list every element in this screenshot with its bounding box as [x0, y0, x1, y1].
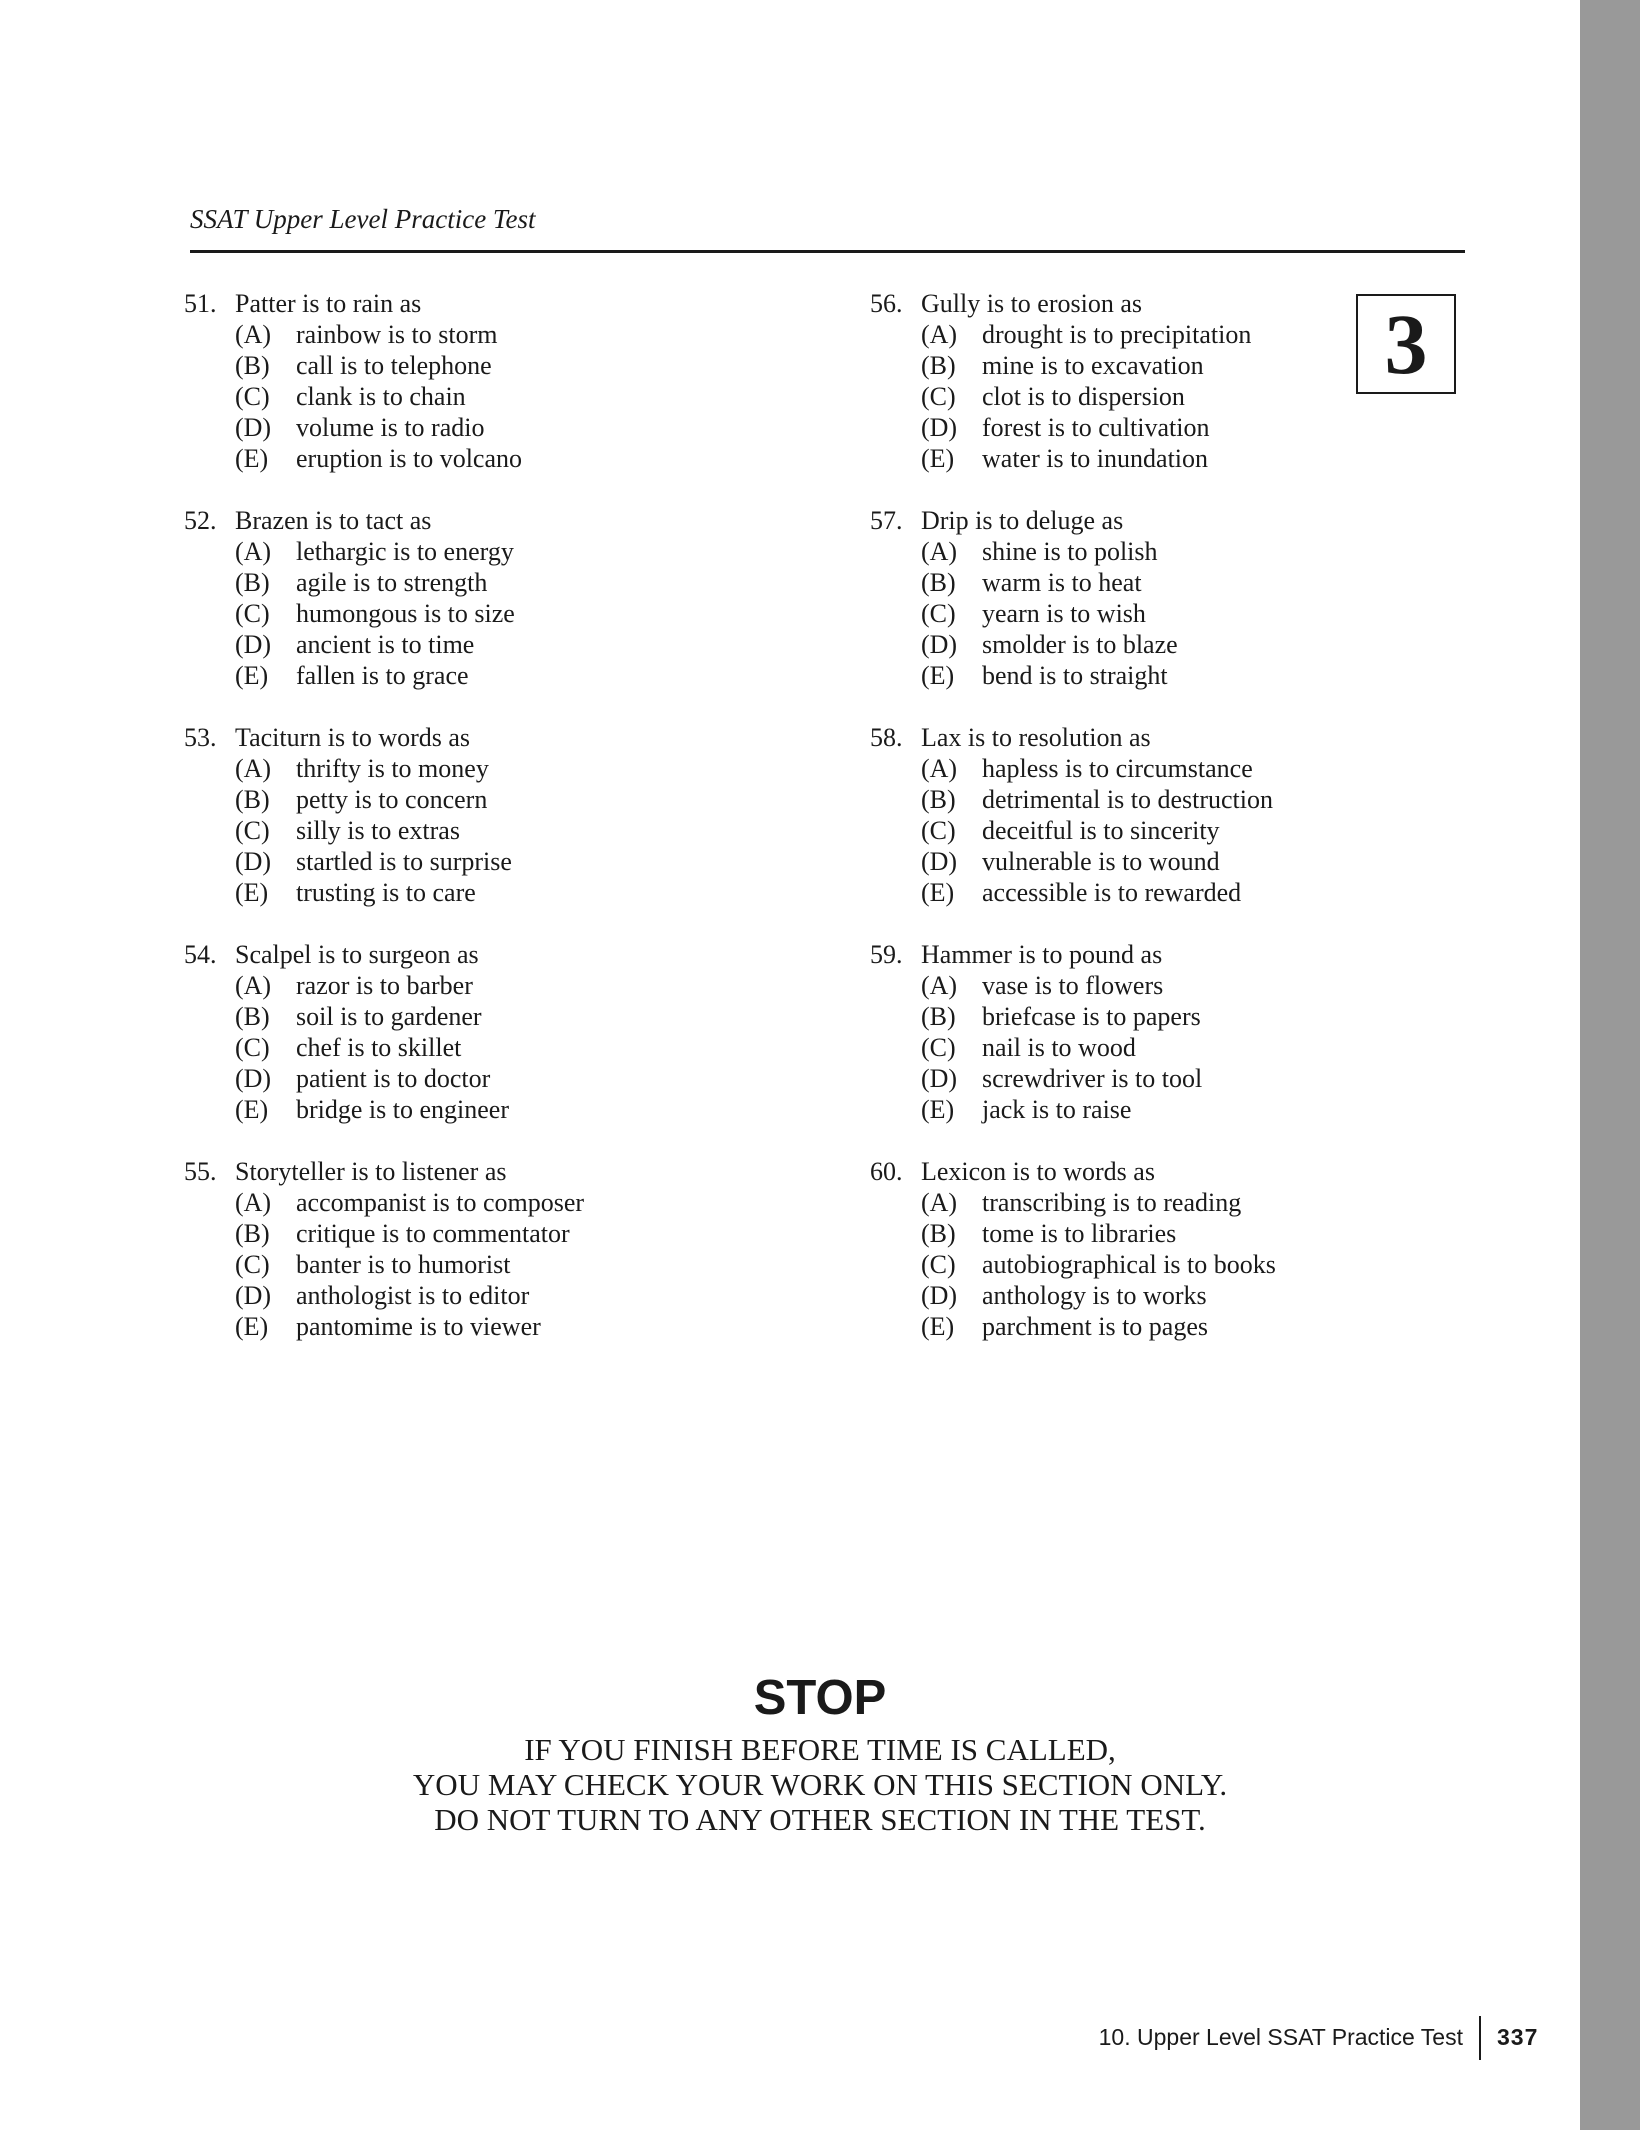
answer-choice: [870, 970, 1510, 1001]
answer-choice: [184, 970, 824, 1001]
choice-letter: (B): [921, 785, 956, 814]
choice-letter: (E): [921, 661, 955, 690]
answer-choice: [184, 815, 824, 846]
answer-choice: [184, 660, 824, 691]
answer-choice: [870, 660, 1510, 691]
choice-text: autobiographical is to books: [982, 1250, 1276, 1279]
answer-choice: [870, 1280, 1510, 1311]
answer-choice: [870, 784, 1510, 815]
choice-text: pantomime is to viewer: [296, 1312, 541, 1341]
header-rule: [190, 250, 1465, 253]
answer-choice: [184, 846, 824, 877]
question-text: Gully is to erosion as: [921, 289, 1142, 318]
choice-letter: (B): [235, 568, 270, 597]
choice-letter: (A): [235, 754, 272, 783]
choice-text: call is to telephone: [296, 351, 492, 380]
question-text: Taciturn is to words as: [235, 723, 471, 752]
question-text: Lax is to resolution as: [921, 723, 1151, 752]
question-text: Hammer is to pound as: [921, 940, 1163, 969]
choice-letter: (E): [921, 444, 955, 473]
section-number: 3: [1384, 296, 1428, 392]
question-stem: [184, 722, 824, 753]
choice-text: humongous is to size: [296, 599, 515, 628]
answer-choice: [184, 567, 824, 598]
choice-letter: (A): [235, 320, 272, 349]
answer-choice: [184, 1249, 824, 1280]
answer-choice: [870, 1032, 1510, 1063]
answer-choice: [184, 877, 824, 908]
choice-letter: (A): [235, 537, 272, 566]
choice-text: anthologist is to editor: [296, 1281, 530, 1310]
question-number: 53.: [184, 723, 217, 752]
answer-choice: [184, 1032, 824, 1063]
stop-heading: STOP: [753, 1671, 887, 1725]
choice-letter: (E): [921, 878, 955, 907]
choice-letter: (D): [921, 847, 958, 876]
question-item: [184, 939, 824, 1156]
question-number: 51.: [184, 289, 217, 318]
choice-letter: (D): [235, 1064, 272, 1093]
choice-text: silly is to extras: [296, 816, 460, 845]
choice-letter: (B): [921, 351, 956, 380]
choice-text: fallen is to grace: [296, 661, 469, 690]
question-number: 56.: [870, 289, 903, 318]
choice-letter: (C): [235, 1250, 270, 1279]
choice-text: banter is to humorist: [296, 1250, 511, 1279]
choice-letter: (A): [921, 320, 958, 349]
choice-letter: (C): [235, 1033, 270, 1062]
choice-text: shine is to polish: [982, 537, 1158, 566]
choice-letter: (C): [921, 599, 956, 628]
question-text: Lexicon is to words as: [921, 1157, 1155, 1186]
answer-choice: [870, 1311, 1510, 1342]
choice-text: tome is to libraries: [982, 1219, 1177, 1248]
stop-instructions: [0, 1732, 1640, 1837]
stop-instruction-line: DO NOT TURN TO ANY OTHER SECTION IN THE TEST.: [434, 1802, 1206, 1837]
answer-choice: [184, 1094, 824, 1125]
choice-letter: (B): [921, 568, 956, 597]
choice-text: accompanist is to composer: [296, 1188, 585, 1217]
choice-letter: (A): [235, 1188, 272, 1217]
choice-text: volume is to radio: [296, 413, 485, 442]
answer-choice: [184, 1280, 824, 1311]
choice-text: drought is to precipitation: [982, 320, 1252, 349]
answer-choice: [184, 1001, 824, 1032]
answer-choice: [184, 1063, 824, 1094]
question-stem: [870, 939, 1510, 970]
answer-choice: [184, 1311, 824, 1342]
answer-choice: [184, 536, 824, 567]
choice-text: trusting is to care: [296, 878, 476, 907]
choice-text: bridge is to engineer: [296, 1095, 509, 1124]
question-stem: [184, 505, 824, 536]
choice-text: transcribing is to reading: [982, 1188, 1242, 1217]
choice-text: deceitful is to sincerity: [982, 816, 1220, 845]
choice-letter: (B): [921, 1219, 956, 1248]
question-stem: [870, 505, 1510, 536]
question-item: [184, 722, 824, 939]
choice-letter: (C): [921, 1250, 956, 1279]
question-stem: [870, 722, 1510, 753]
answer-choice: [184, 598, 824, 629]
choice-text: patient is to doctor: [296, 1064, 491, 1093]
choice-letter: (E): [235, 1312, 269, 1341]
choice-text: startled is to surprise: [296, 847, 512, 876]
answer-choice: [184, 1187, 824, 1218]
question-column-right: [870, 288, 1510, 1373]
question-column-left: [184, 288, 824, 1373]
choice-letter: (A): [921, 971, 958, 1000]
choice-text: vulnerable is to wound: [982, 847, 1220, 876]
choice-text: critique is to commentator: [296, 1219, 570, 1248]
choice-letter: (B): [921, 1002, 956, 1031]
footer-divider: [1479, 2016, 1481, 2060]
choice-letter: (C): [921, 816, 956, 845]
choice-text: parchment is to pages: [982, 1312, 1208, 1341]
question-item: [184, 505, 824, 722]
answer-choice: [870, 350, 1510, 381]
answer-choice: [870, 1094, 1510, 1125]
answer-choice: [870, 1063, 1510, 1094]
choice-text: screwdriver is to tool: [982, 1064, 1203, 1093]
choice-text: clank is to chain: [296, 382, 466, 411]
answer-choice: [870, 846, 1510, 877]
choice-text: forest is to cultivation: [982, 413, 1210, 442]
question-text: Patter is to rain as: [235, 289, 422, 318]
question-item: [184, 288, 824, 505]
question-item: [870, 288, 1510, 505]
question-text: Brazen is to tact as: [235, 506, 432, 535]
stop-instruction-line: YOU MAY CHECK YOUR WORK ON THIS SECTION ONLY.: [412, 1767, 1228, 1802]
running-header-title: SSAT Upper Level Practice Test: [190, 204, 536, 234]
question-item: [870, 505, 1510, 722]
choice-letter: (A): [921, 537, 958, 566]
choice-letter: (D): [235, 1281, 272, 1310]
question-number: 57.: [870, 506, 903, 535]
choice-text: bend is to straight: [982, 661, 1168, 690]
question-stem: [184, 939, 824, 970]
page-number: 337: [1497, 2024, 1539, 2050]
question-stem: [184, 288, 824, 319]
answer-choice: [870, 1249, 1510, 1280]
footer-chapter-title: 10. Upper Level SSAT Practice Test: [1098, 2024, 1463, 2050]
choice-text: rainbow is to storm: [296, 320, 498, 349]
stop-instruction-line: IF YOU FINISH BEFORE TIME IS CALLED,: [524, 1732, 1116, 1767]
answer-choice: [870, 536, 1510, 567]
choice-text: hapless is to circumstance: [982, 754, 1253, 783]
choice-text: water is to inundation: [982, 444, 1209, 473]
choice-text: detrimental is to destruction: [982, 785, 1273, 814]
answer-choice: [870, 412, 1510, 443]
choice-text: nail is to wood: [982, 1033, 1136, 1062]
question-stem: [870, 1156, 1510, 1187]
choice-letter: (E): [921, 1095, 955, 1124]
question-item: [184, 1156, 824, 1373]
answer-choice: [184, 753, 824, 784]
question-stem: [184, 1156, 824, 1187]
choice-letter: (E): [235, 878, 269, 907]
question-stem: [870, 288, 1510, 319]
choice-text: eruption is to volcano: [296, 444, 523, 473]
answer-choice: [870, 319, 1510, 350]
question-text: Drip is to deluge as: [921, 506, 1124, 535]
choice-text: yearn is to wish: [982, 599, 1146, 628]
choice-text: soil is to gardener: [296, 1002, 482, 1031]
question-text: Storyteller is to listener as: [235, 1157, 507, 1186]
choice-letter: (E): [921, 1312, 955, 1341]
answer-choice: [870, 598, 1510, 629]
question-item: [870, 1156, 1510, 1373]
answer-choice: [870, 877, 1510, 908]
answer-choice: [870, 629, 1510, 660]
choice-text: warm is to heat: [982, 568, 1142, 597]
choice-text: smolder is to blaze: [982, 630, 1178, 659]
choice-letter: (D): [921, 1064, 958, 1093]
answer-choice: [870, 1218, 1510, 1249]
choice-letter: (B): [235, 1002, 270, 1031]
choice-text: lethargic is to energy: [296, 537, 514, 566]
choice-text: mine is to excavation: [982, 351, 1204, 380]
answer-choice: [870, 753, 1510, 784]
choice-letter: (A): [921, 754, 958, 783]
answer-choice: [184, 319, 824, 350]
choice-letter: (E): [235, 661, 269, 690]
choice-letter: (B): [235, 1219, 270, 1248]
choice-letter: (C): [235, 816, 270, 845]
choice-letter: (E): [235, 444, 269, 473]
answer-choice: [870, 1001, 1510, 1032]
choice-letter: (D): [235, 847, 272, 876]
choice-text: clot is to dispersion: [982, 382, 1185, 411]
choice-letter: (C): [921, 382, 956, 411]
question-number: 55.: [184, 1157, 217, 1186]
answer-choice: [870, 567, 1510, 598]
question-number: 58.: [870, 723, 903, 752]
choice-letter: (C): [235, 599, 270, 628]
choice-letter: (D): [235, 413, 272, 442]
answer-choice: [184, 784, 824, 815]
choice-letter: (C): [235, 382, 270, 411]
choice-letter: (B): [235, 351, 270, 380]
choice-letter: (E): [235, 1095, 269, 1124]
choice-letter: (D): [921, 630, 958, 659]
answer-choice: [870, 1187, 1510, 1218]
answer-choice: [184, 1218, 824, 1249]
answer-choice: [184, 412, 824, 443]
answer-choice: [184, 629, 824, 660]
question-text: Scalpel is to surgeon as: [235, 940, 479, 969]
choice-text: ancient is to time: [296, 630, 475, 659]
choice-letter: (A): [921, 1188, 958, 1217]
choice-text: accessible is to rewarded: [982, 878, 1242, 907]
choice-text: anthology is to works: [982, 1281, 1207, 1310]
choice-text: briefcase is to papers: [982, 1002, 1201, 1031]
choice-text: razor is to barber: [296, 971, 473, 1000]
choice-letter: (D): [921, 1281, 958, 1310]
choice-letter: (A): [235, 971, 272, 1000]
answer-choice: [184, 350, 824, 381]
choice-text: agile is to strength: [296, 568, 488, 597]
question-item: [870, 939, 1510, 1156]
choice-letter: (D): [921, 413, 958, 442]
choice-text: vase is to flowers: [982, 971, 1164, 1000]
choice-letter: (B): [235, 785, 270, 814]
choice-text: jack is to raise: [982, 1095, 1132, 1124]
question-number: 59.: [870, 940, 903, 969]
question-number: 60.: [870, 1157, 903, 1186]
answer-choice: [184, 443, 824, 474]
question-item: [870, 722, 1510, 939]
choice-text: thrifty is to money: [296, 754, 489, 783]
choice-text: chef is to skillet: [296, 1033, 462, 1062]
answer-choice: [870, 443, 1510, 474]
answer-choice: [184, 381, 824, 412]
answer-choice: [870, 381, 1510, 412]
answer-choice: [870, 815, 1510, 846]
question-number: 54.: [184, 940, 217, 969]
choice-letter: (C): [921, 1033, 956, 1062]
question-number: 52.: [184, 506, 217, 535]
choice-letter: (D): [235, 630, 272, 659]
choice-text: petty is to concern: [296, 785, 488, 814]
